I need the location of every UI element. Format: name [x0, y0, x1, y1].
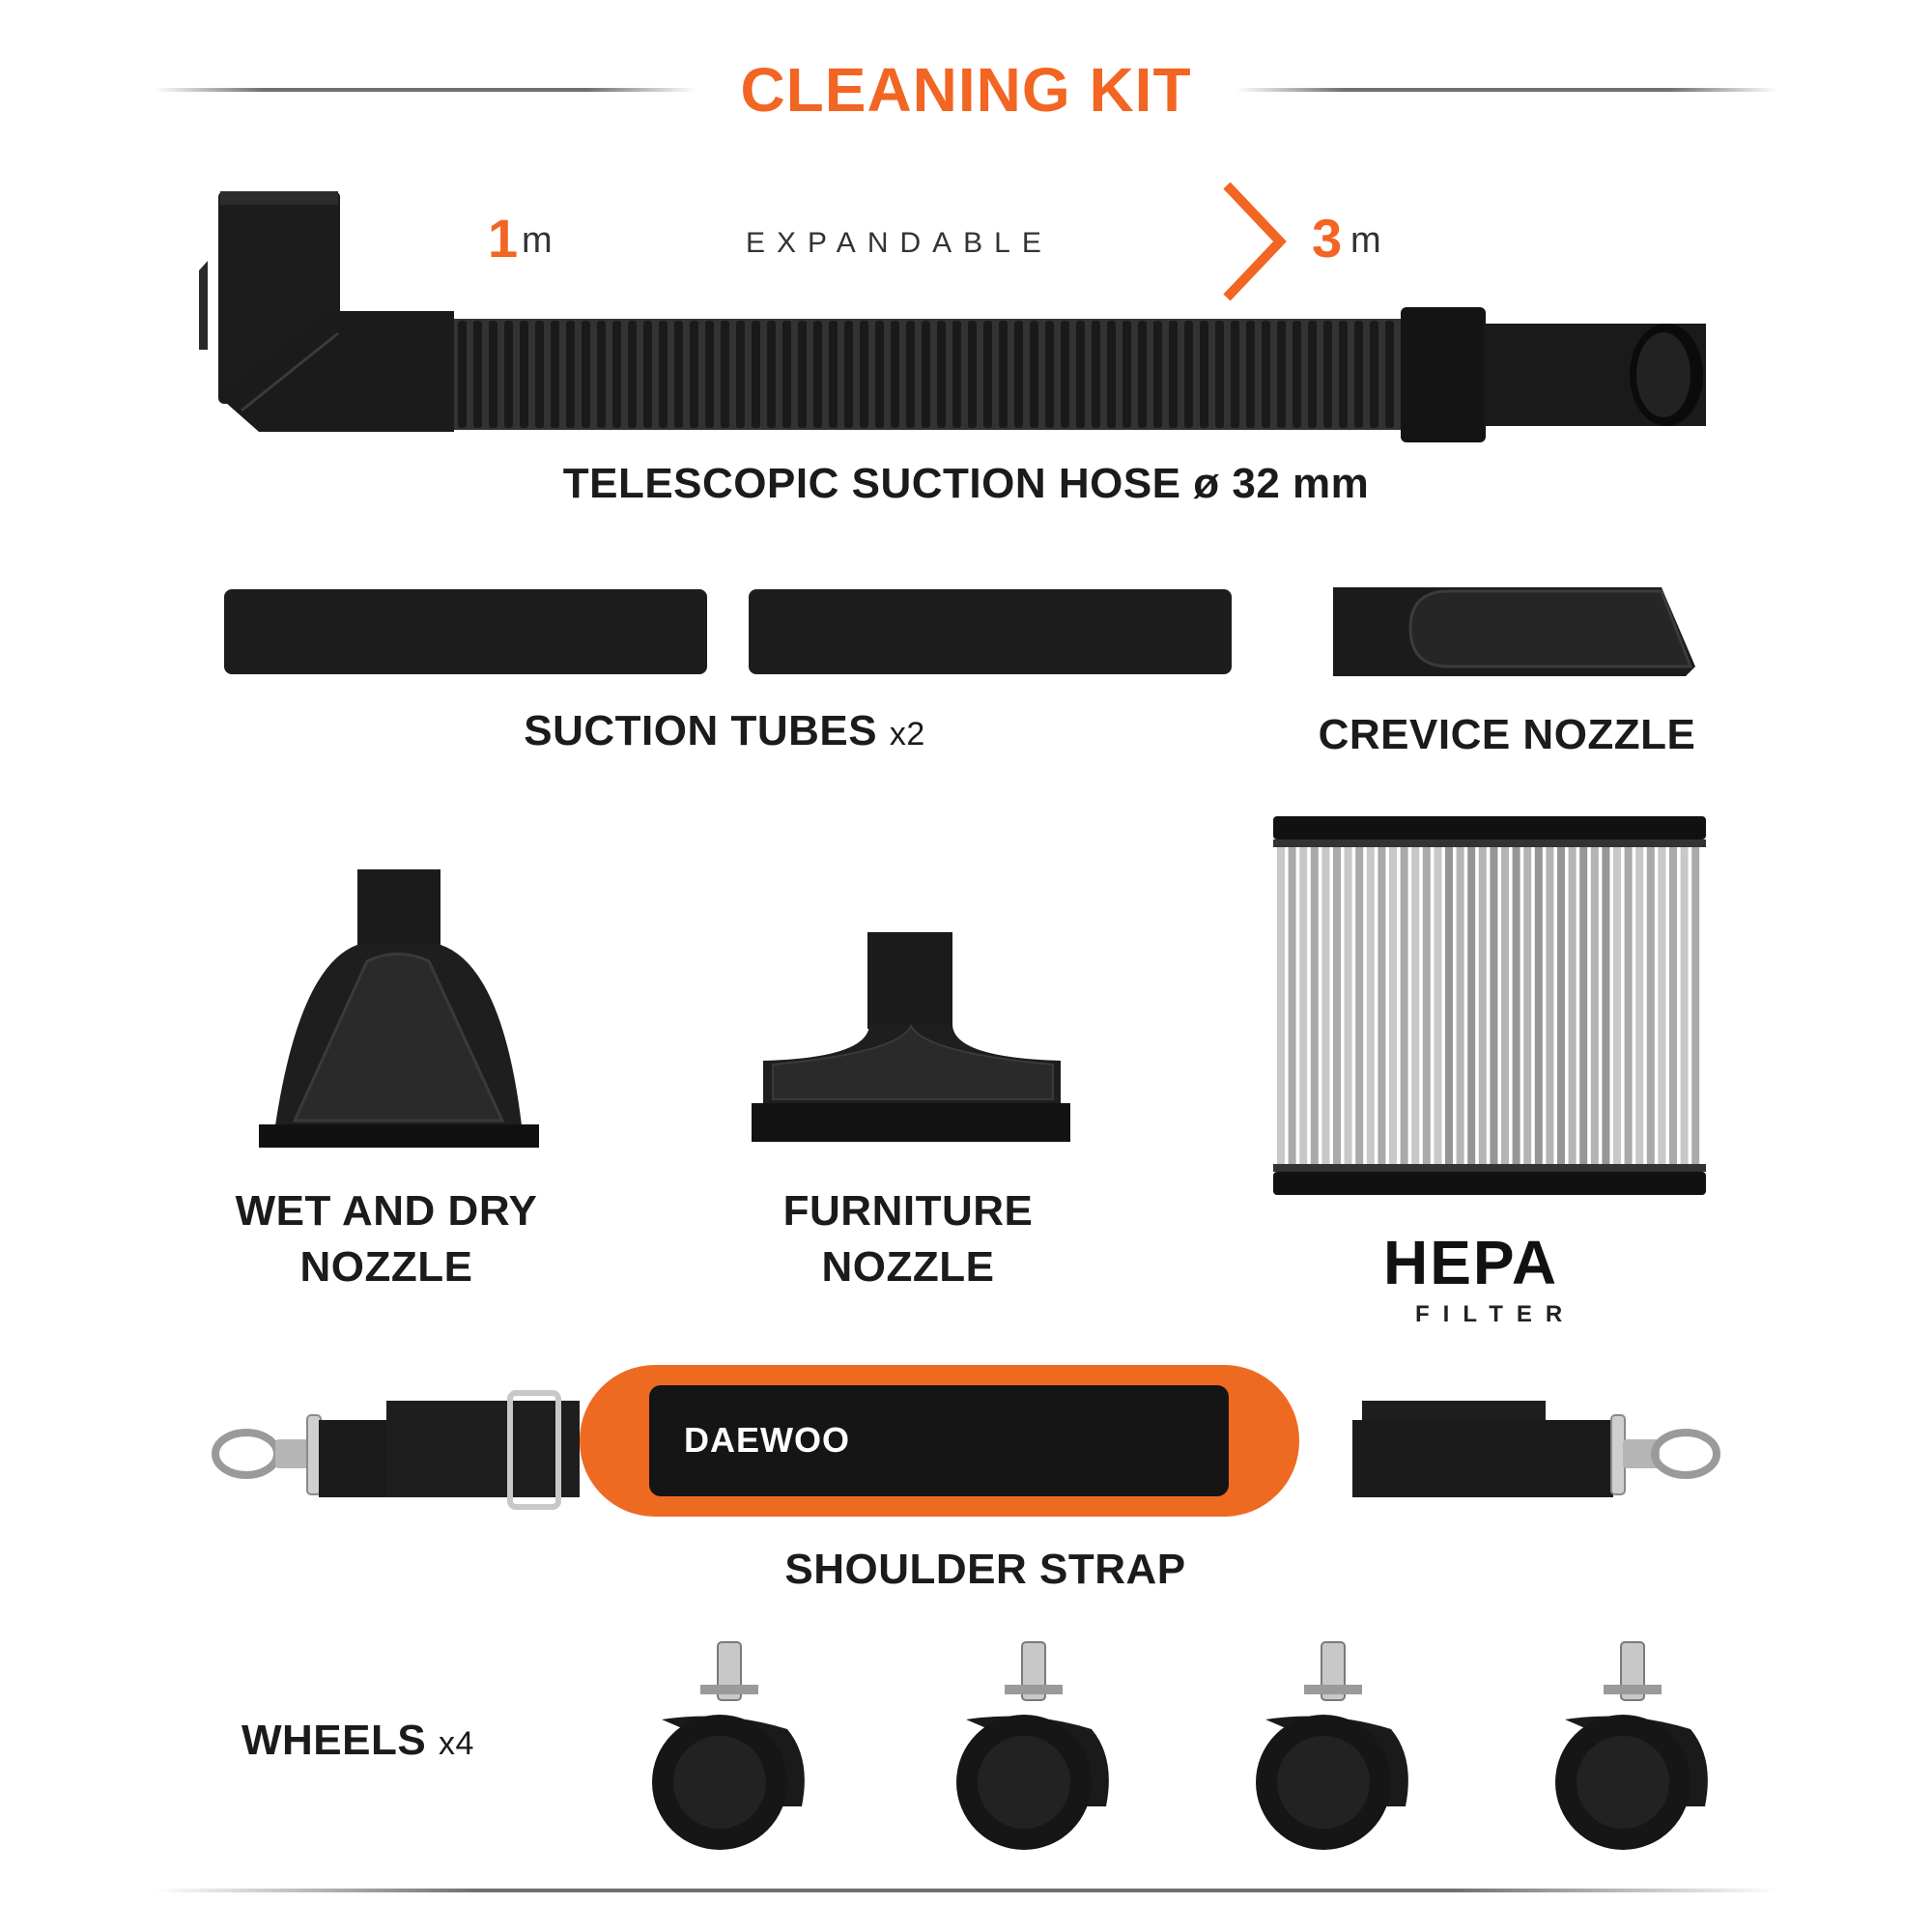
wheels-text: WHEELS	[242, 1717, 427, 1764]
hose-min-length-unit: m	[522, 220, 553, 261]
expandable-label: EXPANDABLE	[746, 227, 1053, 259]
hose-max-length-unit: m	[1350, 220, 1381, 261]
hepa-brand: HEPA	[1383, 1228, 1559, 1297]
hepa-subtitle: FILTER	[1415, 1301, 1577, 1327]
furniture-label-line1: FURNITURE	[782, 1187, 1034, 1235]
page-title: CLEANING KIT	[740, 55, 1192, 125]
wheel-icon	[956, 1642, 1109, 1850]
hose-min-length-number: 1	[488, 208, 519, 269]
furniture-label-line2: NOZZLE	[821, 1243, 995, 1291]
suction-tubes-multiplier: x2	[889, 716, 925, 753]
strap-brand-logo: DAEWOO	[684, 1420, 850, 1460]
shoulder-strap-label: SHOULDER STRAP	[784, 1546, 1186, 1593]
wet-dry-label-line1: WET AND DRY	[235, 1187, 538, 1235]
wheel-icon	[1256, 1642, 1408, 1850]
crevice-nozzle-label: CREVICE NOZZLE	[1318, 711, 1696, 758]
wheel-icon	[1555, 1642, 1708, 1850]
suction-tubes-text: SUCTION TUBES	[524, 707, 878, 754]
footer-rule	[155, 1889, 1777, 1892]
hose-label: TELESCOPIC SUCTION HOSE ø 32 mm	[562, 460, 1370, 507]
hose-max-length-number: 3	[1312, 208, 1343, 269]
wheels-multiplier: x4	[438, 1725, 474, 1762]
wheel-icon	[652, 1642, 805, 1850]
wet-dry-label-line2: NOZZLE	[299, 1243, 473, 1291]
